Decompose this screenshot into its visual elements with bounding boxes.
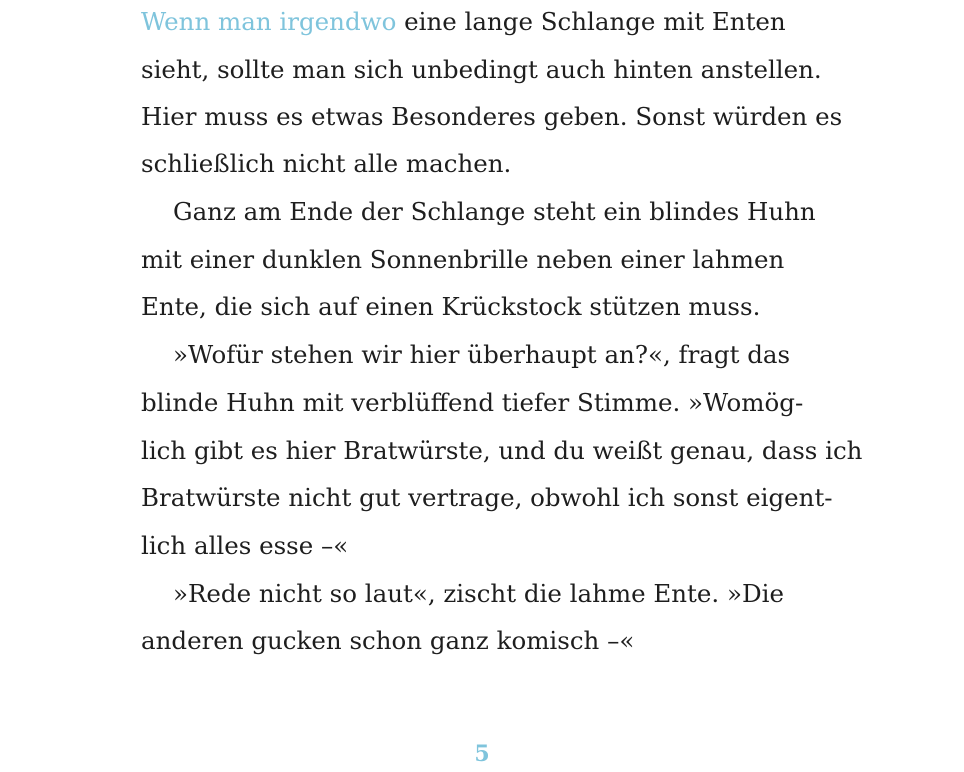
text-line xyxy=(141,431,862,471)
line-text: blinde Huhn mit verblüffend tiefer Stimme. »Womög- xyxy=(141,388,804,417)
line-text: Ganz am Ende der Schlange steht ein blindes Huhn xyxy=(173,197,816,226)
text-line xyxy=(141,621,634,661)
text-line xyxy=(141,97,842,137)
line-text: Ente, die sich auf einen Krückstock stützen muss. xyxy=(141,292,761,321)
text-line xyxy=(173,335,790,375)
line-text: eine lange Schlange mit Enten xyxy=(396,7,786,36)
line-text: lich gibt es hier Bratwürste, und du weißt genau, dass ich xyxy=(141,436,863,465)
text-line xyxy=(141,50,822,90)
text-line xyxy=(141,383,803,423)
text-line xyxy=(141,287,760,327)
line-text: Bratwürste nicht gut vertrage, obwohl ich sonst eigent- xyxy=(141,483,833,512)
chapter-lead-in: Wenn man irgendwo xyxy=(141,7,397,36)
line-text: lich alles esse –« xyxy=(141,531,349,560)
line-text: sieht, sollte man sich unbedingt auch hinten anstellen. xyxy=(141,55,822,84)
line-text: anderen gucken schon ganz komisch –« xyxy=(141,626,635,655)
text-line xyxy=(173,192,816,232)
line-text: Hier muss es etwas Besonderes geben. Sonst würden es xyxy=(141,102,843,131)
line-text: »Rede nicht so laut«, zischt die lahme Ente. »Die xyxy=(173,579,784,608)
text-line xyxy=(141,240,784,280)
text-line xyxy=(141,478,833,518)
line-text: »Wofür stehen wir hier überhaupt an?«, fragt das xyxy=(173,340,791,369)
text-line xyxy=(173,574,784,614)
text-line xyxy=(141,144,511,184)
line-text: schließlich nicht alle machen. xyxy=(141,149,512,178)
line-text: mit einer dunklen Sonnenbrille neben einer lahmen xyxy=(141,245,785,274)
text-line xyxy=(141,526,348,566)
page-number: 5 xyxy=(474,741,490,767)
text-line xyxy=(141,2,786,42)
